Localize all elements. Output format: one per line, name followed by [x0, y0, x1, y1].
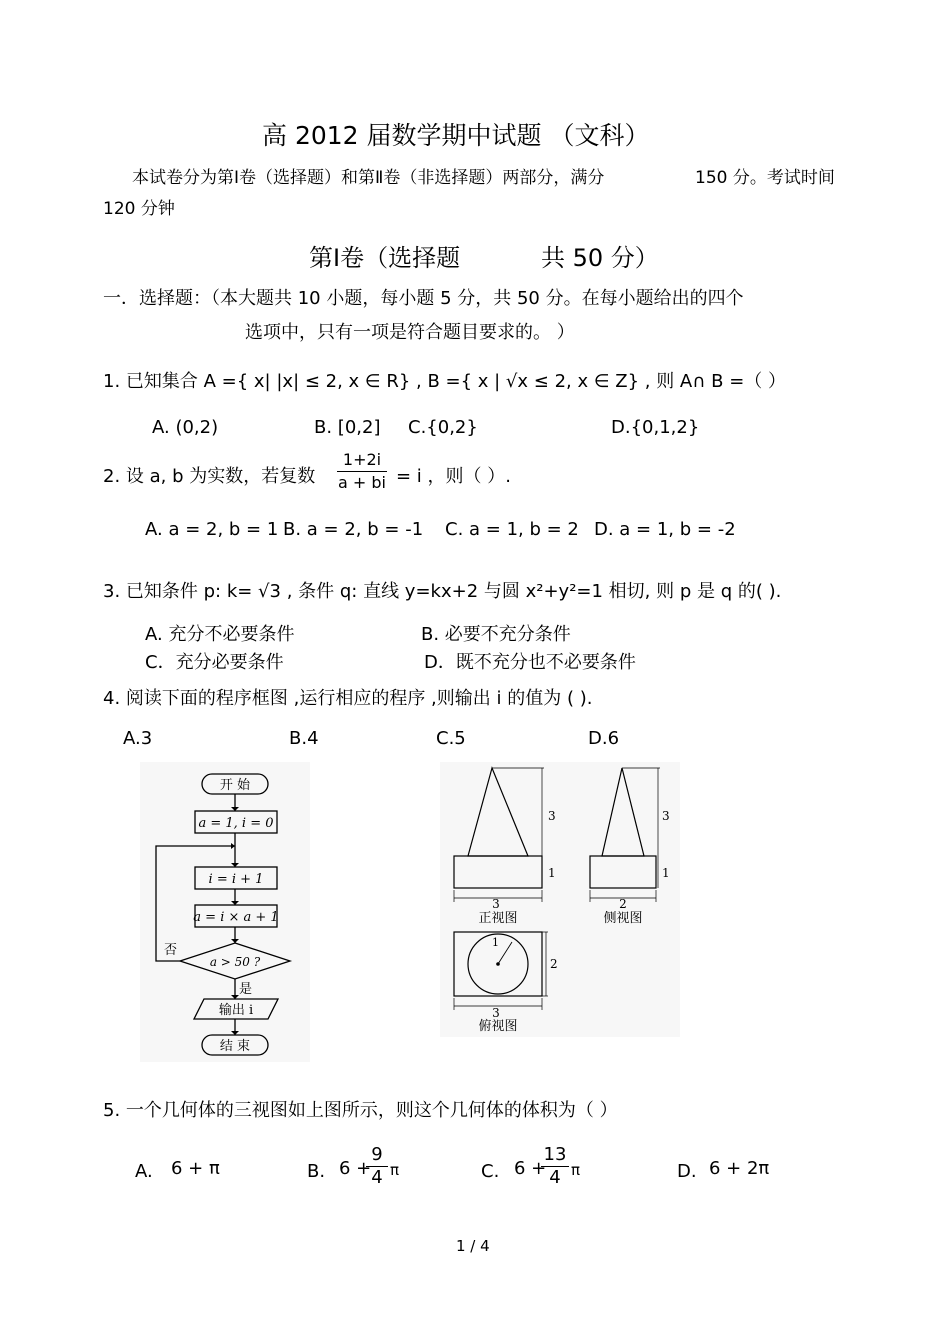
q3-option-c: C．充分必要条件	[145, 652, 284, 673]
q5-option-c-label: C.	[481, 1161, 500, 1182]
q5-option-b-label: B.	[307, 1161, 326, 1182]
top-view-label: 俯视图	[478, 1019, 518, 1034]
q2-stem-post: = i ，则（ ）.	[396, 466, 511, 487]
front-dim-width-3: 3	[492, 897, 500, 911]
q2-fraction	[337, 450, 387, 493]
q2-option-d: D. a = 1, b = -2	[594, 519, 736, 540]
q5-option-a-label: A.	[135, 1161, 153, 1182]
q5-option-b-fraction	[366, 1145, 388, 1188]
q4-stem: 4. 阅读下面的程序框图 ,运行相应的程序 ,则输出 i 的值为 ( ).	[103, 688, 593, 709]
flow-end-text: 结 束	[219, 1039, 251, 1054]
q1-option-c: C.{0,2}	[408, 417, 478, 438]
q1-option-a: A. (0,2)	[152, 417, 219, 438]
flow-init-text: a = 1, i = 0	[198, 816, 274, 831]
q4-option-d: D.6	[588, 728, 620, 749]
flow-start-text: 开 始	[219, 778, 251, 793]
side-dim-height-1: 1	[662, 866, 670, 880]
intro-score: 150 分。考试时间	[695, 168, 835, 188]
intro-line2: 120 分钟	[103, 199, 175, 219]
q5-option-d-expr: 6 + 2π	[709, 1158, 770, 1179]
q5-stem: 5. 一个几何体的三视图如上图所示，则这个几何体的体积为（ ）	[103, 1100, 618, 1121]
front-dim-height-3: 3	[548, 809, 556, 823]
q5-option-c-pre: 6 +	[514, 1158, 547, 1179]
q3-option-b: B. 必要不充分条件	[421, 624, 571, 645]
q2-frac-denominator: a + bi	[338, 473, 386, 492]
q5-option-b-num: 9	[371, 1144, 383, 1165]
flowchart-diagram	[140, 762, 310, 1062]
q2-option-a: A. a = 2, b = 1	[145, 519, 279, 540]
q4-option-a: A.3	[123, 728, 153, 749]
fraction-bar	[337, 471, 387, 472]
q2-option-b: B. a = 2, b = -1	[283, 519, 424, 540]
q1-option-b: B. [0,2]	[314, 417, 381, 438]
instructions-line2: 选项中，只有一项是符合题目要求的。 ）	[245, 322, 575, 343]
front-dim-height-1: 1	[548, 866, 556, 880]
flow-cond-text: a > 50 ?	[209, 955, 261, 969]
top-dim-radius-1: 1	[492, 936, 499, 949]
q3-option-a: A. 充分不必要条件	[145, 624, 295, 645]
flow-output-text: 输出 i	[218, 1003, 254, 1018]
q5-option-b-den: 4	[371, 1167, 383, 1188]
q5-option-c-den: 4	[549, 1167, 561, 1188]
q2-option-c: C. a = 1, b = 2	[445, 519, 579, 540]
top-dim-width-3: 3	[492, 1006, 500, 1020]
q5-option-b-post: π	[390, 1161, 400, 1179]
front-view-label: 正视图	[478, 911, 518, 926]
q2-frac-numerator: 1+2i	[342, 450, 382, 469]
q1-stem: 1. 已知集合 A ={ x| |x| ≤ 2, x ∈ R} , B ={ x | √x ≤ 2, x ∈ Z} , 则 A∩ B =（ ）	[103, 371, 787, 392]
flow-yes-label: 是	[239, 982, 253, 997]
page-title: 高 2012 届数学期中试题 （文科）	[262, 121, 650, 150]
instructions-line1: 一．选择题：（本大题共 10 小题，每小题 5 分，共 50 分。在每小题给出的四个	[103, 288, 744, 309]
intro-line1: 本试卷分为第Ⅰ卷（选择题）和第Ⅱ卷（非选择题）两部分，满分	[132, 168, 605, 188]
page-number: 1 / 4	[456, 1237, 490, 1255]
q5-option-c-post: π	[571, 1161, 581, 1179]
flow-step1-text: i = i + 1	[208, 872, 264, 887]
q5-option-d-label: D.	[677, 1161, 697, 1182]
q2-stem-pre: 2. 设 a, b 为实数，若复数	[103, 466, 316, 487]
q1-option-d: D.{0,1,2}	[611, 417, 700, 438]
section-title-left: 第Ⅰ卷（选择题	[309, 244, 461, 272]
q4-option-b: B.4	[289, 728, 319, 749]
side-view-label: 侧视图	[603, 911, 643, 926]
q5-option-b-pre: 6 +	[339, 1158, 372, 1179]
q4-option-c: C.5	[436, 728, 466, 749]
side-dim-width-2: 2	[619, 897, 627, 911]
three-views-diagram	[440, 762, 680, 1037]
q5-option-c-fraction	[541, 1145, 569, 1188]
section-title-right: 共 50 分）	[541, 244, 659, 272]
q5-option-a-expr: 6 + π	[171, 1158, 220, 1179]
side-dim-height-3: 3	[662, 809, 670, 823]
q5-option-c-num: 13	[543, 1144, 567, 1165]
top-dim-height-2: 2	[550, 957, 558, 971]
flow-no-label: 否	[164, 943, 178, 958]
flow-step2-text: a = i × a + 1	[193, 910, 279, 925]
q3-option-d: D．既不充分也不必要条件	[424, 652, 636, 673]
q3-stem: 3. 已知条件 p: k= √3 , 条件 q: 直线 y=kx+2 与圆 x²+y²=1 相切, 则 p 是 q 的( ).	[103, 581, 782, 602]
